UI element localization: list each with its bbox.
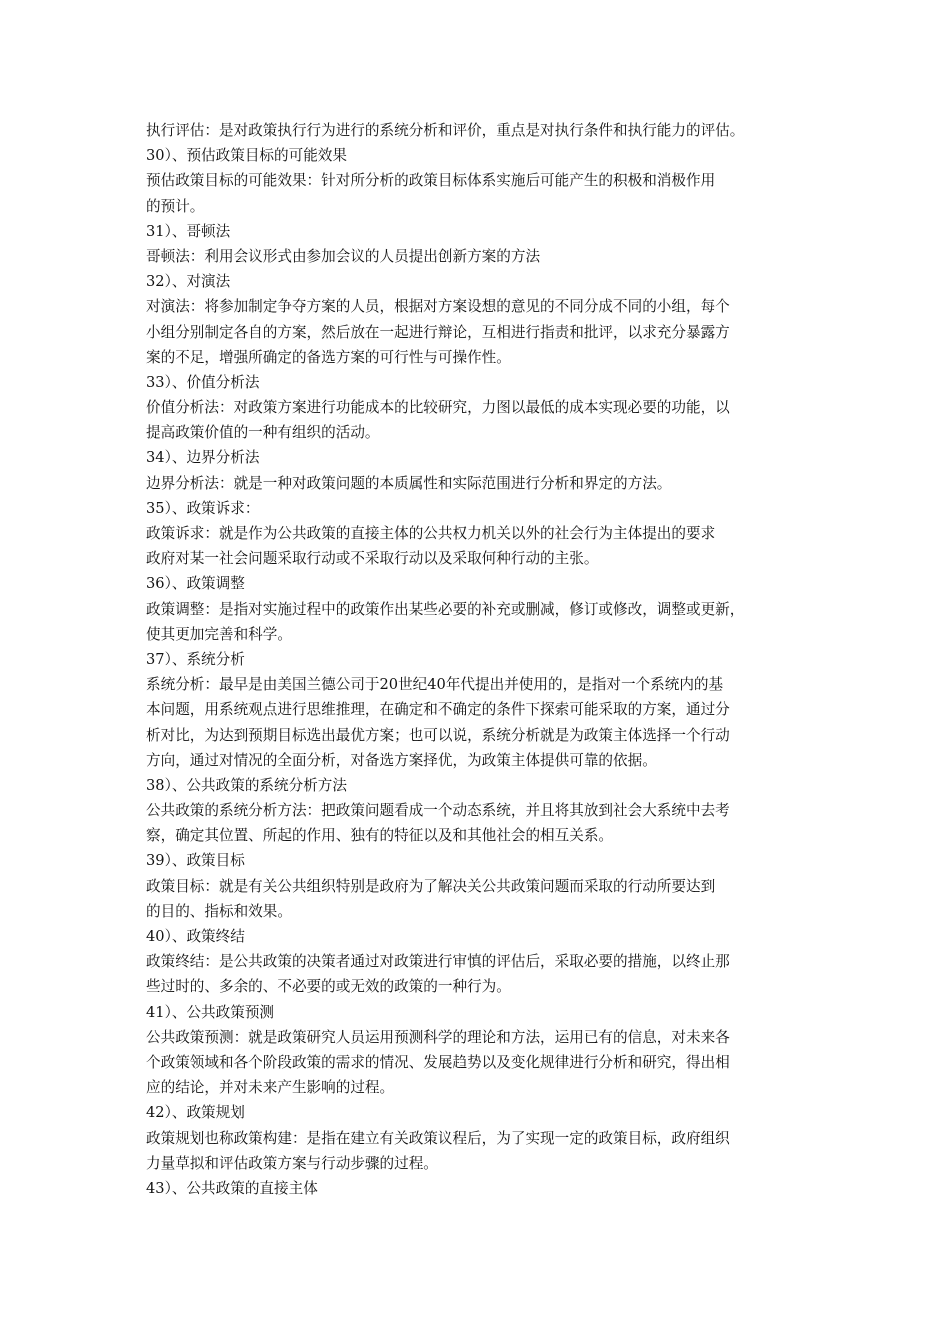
text-line: 42）、政策规划 xyxy=(146,1104,245,1122)
text-line: 边界分析法：就是一种对政策问题的本质属性和实际范围进行分析和界定的方法。 xyxy=(146,474,672,492)
text-line: 察，确定其位置、所起的作用、独有的特征以及和其他社会的相互关系。 xyxy=(146,827,614,845)
text-line: 预估政策目标的可能效果：针对所分析的政策目标体系实施后可能产生的积极和消极作用 xyxy=(146,172,716,190)
text-line: 35）、政策诉求： xyxy=(146,499,260,517)
text-line: 37）、系统分析 xyxy=(146,650,245,668)
text-line: 40）、政策终结 xyxy=(146,928,245,945)
text-line: 30）、预估政策目标的可能效果 xyxy=(146,147,347,165)
text-line: 价值分析法：对政策方案进行功能成本的比较研究，力图以最低的成本实现必要的功能，以 xyxy=(146,399,730,417)
text-line: 31）、哥顿法 xyxy=(146,222,231,240)
text-line: 公共政策的系统分析方法：把政策问题看成一个动态系统，并且将其放到社会大系统中去考 xyxy=(146,802,730,820)
text-line: 小组分别制定各自的方案，然后放在一起进行辩论，互相进行指责和批评，以求充分暴露方 xyxy=(146,323,730,341)
text-line: 39）、政策目标 xyxy=(146,852,245,870)
document-body xyxy=(146,118,822,1201)
text-line: 提高政策价值的一种有组织的活动。 xyxy=(146,424,380,442)
text-line: 使其更加完善和科学。 xyxy=(146,625,292,643)
text-line: 执行评估：是对政策执行行为进行的系统分析和评价，重点是对执行条件和执行能力的评估。 xyxy=(146,122,745,139)
text-line: 36）、政策调整 xyxy=(146,575,245,593)
text-line: 应的结论，并对未来产生影响的过程。 xyxy=(146,1079,395,1097)
text-line: 32）、对演法 xyxy=(146,273,231,291)
text-line: 个政策领域和各个阶段政策的需求的情况、发展趋势以及变化规律进行分析和研究，得出相 xyxy=(146,1053,730,1071)
text-line: 些过时的、多余的、不必要的或无效的政策的一种行为。 xyxy=(146,978,511,996)
text-line: 力量草拟和评估政策方案与行动步骤的过程。 xyxy=(146,1154,438,1172)
text-line: 案的不足，增强所确定的备选方案的可行性与可操作性。 xyxy=(146,348,511,366)
text-line: 的目的、指标和效果。 xyxy=(146,902,292,920)
text-line: 43）、公共政策的直接主体 xyxy=(146,1179,318,1197)
text-line: 政策调整：是指对实施过程中的政策作出某些必要的补充或删减，修订或修改，调整或更新， xyxy=(146,600,745,618)
text-line: 政策终结：是公共政策的决策者通过对政策进行审慎的评估后，采取必要的措施，以终止那 xyxy=(146,953,730,971)
text-line: 政府对某一社会问题采取行动或不采取行动以及采取何种行动的主张。 xyxy=(146,550,599,568)
text-line: 38）、公共政策的系统分析方法 xyxy=(146,776,347,794)
text-line: 41）、公共政策预测 xyxy=(146,1003,275,1021)
text-line: 本问题，用系统观点进行思维推理，在确定和不确定的条件下探索可能采取的方案，通过分 xyxy=(146,701,730,719)
text-line: 公共政策预测：就是政策研究人员运用预测科学的理论和方法，运用已有的信息，对未来各 xyxy=(146,1028,730,1046)
text-line: 哥顿法：利用会议形式由参加会议的人员提出创新方案的方法 xyxy=(146,247,541,265)
text-line: 的预计。 xyxy=(146,197,205,215)
text-line: 系统分析：最早是由美国兰德公司于20世纪40年代提出并使用的，是指对一个系统内的基 xyxy=(146,676,724,694)
text-line: 方向，通过对情况的全面分析，对备选方案择优，为政策主体提供可靠的依据。 xyxy=(146,751,657,769)
text-line: 政策诉求：就是作为公共政策的直接主体的公共权力机关以外的社会行为主体提出的要求 xyxy=(146,525,716,542)
text-line: 对演法：将参加制定争夺方案的人员，根据对方案设想的意见的不同分成不同的小组，每个 xyxy=(146,298,730,316)
text-line: 析对比，为达到预期目标选出最优方案；也可以说，系统分析就是为政策主体选择一个行动 xyxy=(146,726,730,744)
text-line: 34）、边界分析法 xyxy=(146,449,260,467)
text-line: 33）、价值分析法 xyxy=(146,373,260,391)
text-line: 政策规划也称政策构建：是指在建立有关政策议程后，为了实现一定的政策目标，政府组织 xyxy=(146,1129,730,1147)
text-line: 政策目标：就是有关公共组织特别是政府为了解决关公共政策问题而采取的行动所要达到 xyxy=(146,877,716,895)
